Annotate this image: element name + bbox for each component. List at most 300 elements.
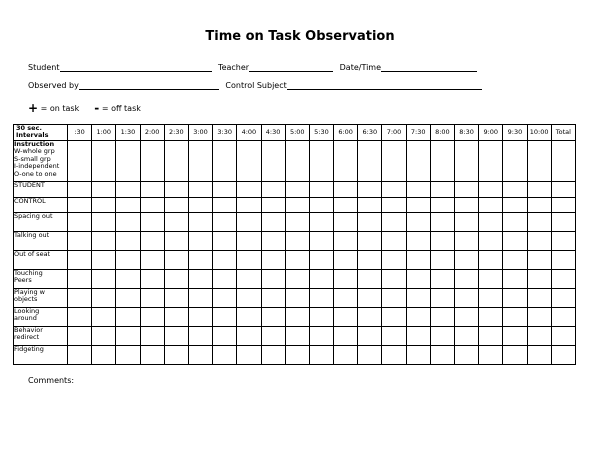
row-label-cell [14,212,68,231]
observation-cell[interactable] [455,197,479,212]
observation-cell[interactable] [406,250,430,269]
observation-cell[interactable] [382,181,406,197]
observation-cell[interactable] [358,140,382,181]
observation-cell[interactable] [382,269,406,288]
observation-cell[interactable] [164,250,188,269]
interval-header-cell: 2:30 [164,125,188,141]
row-label-text: Instruction [14,139,55,148]
observation-cell[interactable] [92,288,116,307]
observation-cell[interactable] [382,212,406,231]
observation-cell[interactable] [164,212,188,231]
observation-cell[interactable] [430,181,454,197]
teacher-field[interactable] [249,62,333,72]
row-label-cell [14,307,68,326]
observation-cell[interactable] [430,212,454,231]
observation-cell[interactable] [261,326,285,345]
row-label-text: I-independent [14,162,60,171]
comments-label: Comments: [28,376,75,385]
row-label-text: CONTROL [14,196,46,205]
observation-cell[interactable] [358,307,382,326]
observation-cell[interactable] [140,140,164,181]
observation-cell[interactable] [334,345,358,364]
observation-cell[interactable] [68,181,92,197]
interval-header-cell: 4:30 [261,125,285,141]
observation-cell[interactable] [92,307,116,326]
observation-cell[interactable] [551,288,575,307]
observation-cell[interactable] [334,326,358,345]
interval-header-cell: 9:00 [479,125,503,141]
observation-cell[interactable] [430,288,454,307]
observation-cell[interactable] [116,197,140,212]
observation-cell[interactable] [455,326,479,345]
interval-header-cell: 7:00 [382,125,406,141]
observation-cell[interactable] [479,212,503,231]
observation-cell[interactable] [213,197,237,212]
observation-cell[interactable] [285,307,309,326]
observation-cell[interactable] [188,212,212,231]
observation-cell[interactable] [455,288,479,307]
observation-cell[interactable] [68,140,92,181]
observation-cell[interactable] [188,181,212,197]
observation-cell[interactable] [116,231,140,250]
observation-cell[interactable] [116,345,140,364]
observation-cell[interactable] [479,231,503,250]
observation-cell[interactable] [213,345,237,364]
observation-cell[interactable] [455,269,479,288]
observation-cell[interactable] [140,197,164,212]
row-label-cell [14,231,68,250]
observation-cell[interactable] [261,269,285,288]
observation-cell[interactable] [285,212,309,231]
observation-cell[interactable] [503,212,527,231]
observation-cell[interactable] [334,250,358,269]
observation-cell[interactable] [527,212,551,231]
observation-cell[interactable] [92,231,116,250]
observation-cell[interactable] [382,307,406,326]
observation-cell[interactable] [455,307,479,326]
observation-cell[interactable] [479,269,503,288]
observation-cell[interactable] [455,140,479,181]
observation-cell[interactable] [68,345,92,364]
row-label-cell [14,288,68,307]
observation-cell[interactable] [527,345,551,364]
observation-cell[interactable] [430,140,454,181]
observation-cell[interactable] [430,231,454,250]
observation-cell[interactable] [164,181,188,197]
behavior-row [14,307,576,326]
observation-cell[interactable] [527,250,551,269]
observation-cell[interactable] [140,307,164,326]
observation-cell[interactable] [140,345,164,364]
row-label-cell [14,345,68,364]
observation-cell[interactable] [188,307,212,326]
observation-cell[interactable] [527,140,551,181]
observation-cell[interactable] [406,326,430,345]
observation-cell[interactable] [261,345,285,364]
observation-cell[interactable] [358,288,382,307]
row-label-cell [14,140,68,181]
observation-cell[interactable] [358,212,382,231]
observation-cell[interactable] [261,288,285,307]
observation-cell[interactable] [551,345,575,364]
observation-cell[interactable] [479,345,503,364]
observation-cell[interactable] [551,269,575,288]
observation-cell[interactable] [430,326,454,345]
observation-cell[interactable] [309,269,333,288]
observation-cell[interactable] [213,326,237,345]
observation-cell[interactable] [285,231,309,250]
observation-cell[interactable] [140,181,164,197]
observation-cell[interactable] [213,269,237,288]
observation-cell[interactable] [237,288,261,307]
observation-cell[interactable] [382,197,406,212]
observation-cell[interactable] [406,288,430,307]
observation-cell[interactable] [116,269,140,288]
observation-cell[interactable] [309,181,333,197]
observation-cell[interactable] [237,307,261,326]
observation-cell[interactable] [116,212,140,231]
observation-cell[interactable] [334,140,358,181]
observation-cell[interactable] [68,307,92,326]
observation-cell[interactable] [479,288,503,307]
observation-cell[interactable] [527,288,551,307]
observation-cell[interactable] [479,326,503,345]
observation-cell[interactable] [430,250,454,269]
observation-cell[interactable] [430,345,454,364]
observation-cell[interactable] [92,250,116,269]
interval-header-cell: 8:30 [455,125,479,141]
observation-cell[interactable] [285,197,309,212]
row-label-text: Touching [14,268,43,277]
observed-by-field[interactable] [79,80,219,90]
observation-cell[interactable] [164,345,188,364]
observation-cell[interactable] [527,307,551,326]
observation-cell[interactable] [140,288,164,307]
observation-cell[interactable] [116,288,140,307]
observation-cell[interactable] [479,140,503,181]
observation-cell[interactable] [285,140,309,181]
row-label-text: O-one to one [14,169,57,178]
observation-cell[interactable] [213,181,237,197]
corner-line-1: 30 sec. [16,124,42,132]
observation-cell[interactable] [358,231,382,250]
interval-corner-cell [14,125,68,141]
observation-cell[interactable] [309,345,333,364]
observation-cell[interactable] [261,250,285,269]
interval-header-cell: 5:00 [285,125,309,141]
observation-cell[interactable] [92,345,116,364]
observation-cell[interactable] [503,326,527,345]
observation-cell[interactable] [503,140,527,181]
observation-cell[interactable] [406,307,430,326]
observation-cell[interactable] [334,181,358,197]
observation-cell[interactable] [455,181,479,197]
observation-cell[interactable] [527,181,551,197]
observation-cell[interactable] [285,269,309,288]
observation-cell[interactable] [237,326,261,345]
observation-cell[interactable] [551,326,575,345]
on-task-text: = on task [40,104,80,113]
observation-cell[interactable] [503,197,527,212]
observation-cell[interactable] [237,197,261,212]
behavior-row [14,345,576,364]
observation-cell[interactable] [551,181,575,197]
observation-cell[interactable] [188,345,212,364]
observation-cell[interactable] [164,288,188,307]
interval-header-cell: 5:30 [309,125,333,141]
interval-header-cell: 6:30 [358,125,382,141]
observation-cell[interactable] [382,231,406,250]
observation-cell[interactable] [285,288,309,307]
control-subject-field[interactable] [287,80,482,90]
observation-cell[interactable] [237,212,261,231]
header-fields-row-1 [28,62,481,72]
row-label-cell [14,269,68,288]
observation-cell[interactable] [334,197,358,212]
observation-cell[interactable] [309,197,333,212]
observation-cell[interactable] [503,231,527,250]
observation-cell[interactable] [358,197,382,212]
interval-header-cell: 7:30 [406,125,430,141]
observation-cell[interactable] [382,288,406,307]
observation-cell[interactable] [164,269,188,288]
observation-cell[interactable] [479,181,503,197]
date-time-field[interactable] [381,62,477,72]
observation-cell[interactable] [188,250,212,269]
total-header-cell: Total [551,125,575,141]
observation-cell[interactable] [551,212,575,231]
observation-cell[interactable] [382,140,406,181]
observation-cell[interactable] [406,212,430,231]
on-task-symbol: + [28,101,39,115]
interval-header-cell: 1:00 [92,125,116,141]
observation-cell[interactable] [68,288,92,307]
observation-cell[interactable] [68,269,92,288]
observation-cell[interactable] [92,269,116,288]
observation-cell[interactable] [430,307,454,326]
observation-cell[interactable] [551,307,575,326]
observation-cell[interactable] [261,212,285,231]
observation-cell[interactable] [116,140,140,181]
observation-cell[interactable] [213,250,237,269]
observation-cell[interactable] [68,231,92,250]
behavior-row [14,250,576,269]
observation-cell[interactable] [527,197,551,212]
observation-cell[interactable] [92,140,116,181]
observation-cell[interactable] [551,140,575,181]
observation-cell[interactable] [237,140,261,181]
observation-cell[interactable] [285,345,309,364]
instruction-row [14,140,576,181]
observation-cell[interactable] [68,326,92,345]
observation-cell[interactable] [334,269,358,288]
behavior-row [14,326,576,345]
observation-cell[interactable] [479,307,503,326]
observation-cell[interactable] [68,212,92,231]
observation-cell[interactable] [479,197,503,212]
interval-header-row [14,125,576,141]
observation-cell[interactable] [140,231,164,250]
observation-cell[interactable] [382,345,406,364]
observation-cell[interactable] [237,250,261,269]
student-field[interactable] [60,62,212,72]
observation-cell[interactable] [358,250,382,269]
observation-cell[interactable] [503,307,527,326]
observation-cell[interactable] [261,231,285,250]
teacher-label: Teacher [218,63,250,72]
observation-cell[interactable] [382,326,406,345]
observation-cell[interactable] [164,307,188,326]
observation-cell[interactable] [92,326,116,345]
row-label-text: Talking out [14,230,50,239]
row-label-text: W-whole grp [14,147,55,156]
observation-cell[interactable] [164,140,188,181]
observation-cell[interactable] [68,250,92,269]
observation-cell[interactable] [406,345,430,364]
row-label-text: Behavior [14,325,43,334]
date-time-label: Date/Time [339,63,382,72]
observation-cell[interactable] [551,250,575,269]
observation-cell[interactable] [92,197,116,212]
observation-cell[interactable] [334,288,358,307]
observation-cell[interactable] [455,250,479,269]
behavior-row [14,231,576,250]
observation-cell[interactable] [527,269,551,288]
observation-cell[interactable] [455,345,479,364]
observation-cell[interactable] [430,197,454,212]
observation-cell[interactable] [213,288,237,307]
observation-cell[interactable] [309,288,333,307]
observation-cell[interactable] [92,212,116,231]
observation-cell[interactable] [213,212,237,231]
observation-cell[interactable] [285,250,309,269]
student-label: Student [28,63,60,72]
observation-cell[interactable] [309,326,333,345]
row-label-cell [14,250,68,269]
observation-cell[interactable] [406,197,430,212]
observation-cell[interactable] [116,250,140,269]
interval-header-cell: 6:00 [334,125,358,141]
observation-cell[interactable] [430,269,454,288]
observation-cell[interactable] [261,181,285,197]
observation-cell[interactable] [309,140,333,181]
observation-cell[interactable] [334,212,358,231]
observation-cell[interactable] [309,231,333,250]
observation-cell[interactable] [358,345,382,364]
observation-cell[interactable] [237,269,261,288]
observation-cell[interactable] [358,269,382,288]
observation-cell[interactable] [213,307,237,326]
observation-cell[interactable] [116,326,140,345]
observation-cell[interactable] [479,250,503,269]
off-task-text: = off task [101,104,141,113]
observation-cell[interactable] [140,326,164,345]
observation-cell[interactable] [503,288,527,307]
observation-cell[interactable] [164,231,188,250]
observation-cell[interactable] [285,181,309,197]
observation-cell[interactable] [188,231,212,250]
observation-cell[interactable] [188,269,212,288]
interval-header-cell: 3:00 [188,125,212,141]
observation-cell[interactable] [334,307,358,326]
observation-cell[interactable] [455,231,479,250]
observation-cell[interactable] [116,181,140,197]
observation-cell[interactable] [527,231,551,250]
interval-header-cell: 9:30 [503,125,527,141]
observation-cell[interactable] [503,181,527,197]
interval-header-cell: :30 [68,125,92,141]
observation-cell[interactable] [116,307,140,326]
observation-cell[interactable] [92,181,116,197]
observation-cell[interactable] [406,231,430,250]
interval-header-cell: 3:30 [213,125,237,141]
observation-cell[interactable] [406,181,430,197]
observation-cell[interactable] [503,269,527,288]
observation-cell[interactable] [237,345,261,364]
observation-cell[interactable] [188,288,212,307]
legend [28,101,141,115]
observation-cell[interactable] [309,250,333,269]
observation-cell[interactable] [503,345,527,364]
observation-cell[interactable] [382,250,406,269]
observation-cell[interactable] [285,326,309,345]
row-label-text: Peers [14,276,32,285]
observation-cell[interactable] [406,140,430,181]
observation-cell[interactable] [237,231,261,250]
observation-cell[interactable] [261,140,285,181]
observation-cell[interactable] [527,326,551,345]
page-title: Time on Task Observation [205,29,395,44]
observation-cell[interactable] [455,212,479,231]
observation-grid [13,124,576,365]
interval-header-cell: 2:00 [140,125,164,141]
observation-cell[interactable] [358,326,382,345]
observation-cell[interactable] [213,231,237,250]
observation-cell[interactable] [309,307,333,326]
interval-header-cell: 1:30 [116,125,140,141]
observation-cell[interactable] [188,326,212,345]
observation-cell[interactable] [68,197,92,212]
control-row [14,197,576,212]
observation-cell[interactable] [551,231,575,250]
header-fields-row-2 [28,80,486,90]
row-label-text: STUDENT [14,180,45,189]
observation-cell[interactable] [406,269,430,288]
observation-cell[interactable] [358,181,382,197]
observation-cell[interactable] [164,326,188,345]
observation-cell[interactable] [188,197,212,212]
observation-cell[interactable] [261,197,285,212]
observation-cell[interactable] [188,140,212,181]
interval-header-cell: 4:00 [237,125,261,141]
observation-cell[interactable] [140,212,164,231]
observation-cell[interactable] [140,250,164,269]
row-label-text: objects [14,295,38,304]
observed-by-label: Observed by [28,81,79,90]
observation-cell[interactable] [237,181,261,197]
observation-cell[interactable] [164,197,188,212]
observation-cell[interactable] [309,212,333,231]
observation-cell[interactable] [551,197,575,212]
observation-cell[interactable] [140,269,164,288]
observation-cell[interactable] [503,250,527,269]
observation-cell[interactable] [213,140,237,181]
row-label-cell [14,197,68,212]
observation-cell[interactable] [261,307,285,326]
row-label-cell [14,181,68,197]
row-label-text: S-small grp [14,154,51,163]
observation-cell[interactable] [334,231,358,250]
